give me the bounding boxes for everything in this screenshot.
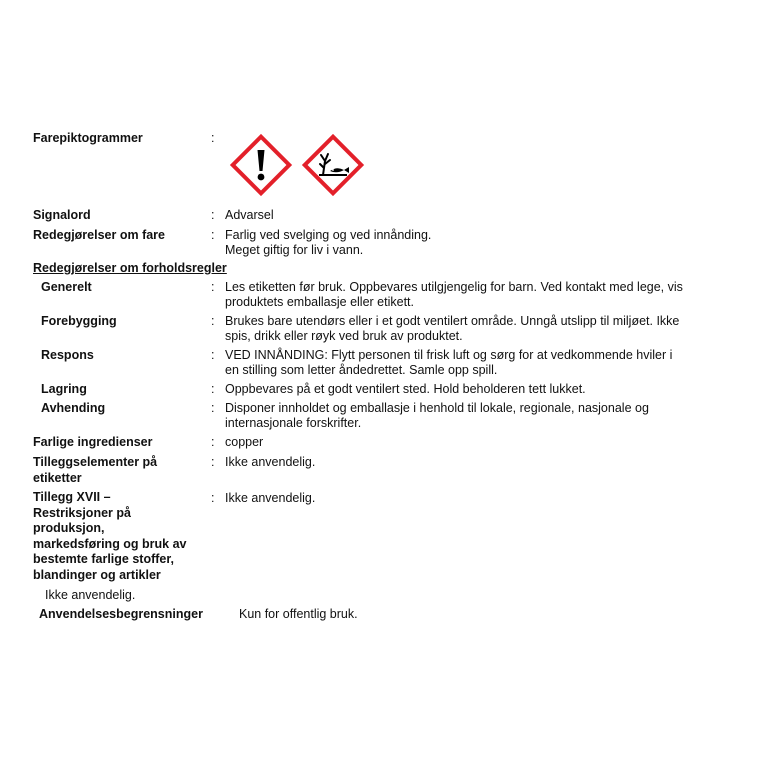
response-label: Respons [41,348,94,362]
storage-text [225,382,725,397]
environment-pictogram [301,133,365,197]
ingredients-label: Farlige ingredienser [33,435,153,449]
annex17-label [33,490,187,584]
usage-label: Anvendelsesbegrensninger [39,607,203,621]
pictograms-label: Farepiktogrammer [33,131,143,145]
label-line: Tilleggselementer på [33,455,158,469]
hazard-line: Farlig ved svelging og ved innånding. [225,228,432,242]
general-label: Generelt [41,280,92,294]
disposal-label: Avhending [41,401,106,415]
storage-label: Lagring [41,382,87,396]
annex17-value: Ikke anvendelig. [225,491,316,505]
colon: : [211,382,215,396]
text-line: produktets emballasje eller etikett. [225,295,414,309]
hazard-label: Redegjørelser om fare [33,228,165,242]
colon: : [211,280,215,294]
label-line: blandinger og artikler [33,567,161,582]
supplemental-label [33,454,157,486]
label-line: markedsføring og bruk av [33,536,187,551]
precautions-heading: Redegjørelser om forholdsregler [33,261,227,275]
text-line: VED INNÅNDING: Flytt personen til frisk luft og sørg for at vedkommende hviler i [225,348,673,362]
response-text [225,348,725,378]
general-text [225,280,725,310]
prevention-text [225,314,725,344]
colon: : [211,435,215,449]
text-line: en stilling som letter åndedrettet. Samle opp spill. [225,363,498,377]
colon: : [211,228,215,242]
colon: : [211,491,215,505]
label-line: Restriksjoner på [33,505,131,520]
colon: : [211,314,215,328]
colon: : [211,455,215,469]
text-line: internasjonale forskrifter. [225,416,362,430]
usage-value: Kun for offentlig bruk. [239,607,358,621]
supplemental-value: Ikke anvendelig. [225,455,316,469]
signal-value: Advarsel [225,208,274,222]
colon: : [211,131,215,145]
label-line: bestemte farlige stoffer, [33,552,175,567]
hazard-line: Meget giftig for liv i vann. [225,243,364,257]
exclamation-mark-pictogram [229,133,293,197]
text-line: Les etiketten før bruk. Oppbevares utilgjengelig for barn. Ved kontakt med lege, vis [225,280,683,294]
label-line: Tillegg XVII – [33,490,111,504]
text-line: Brukes bare utendørs eller i et godt ventilert område. Unngå utslipp til miljøet. Ikke [225,314,680,328]
annex17-note: Ikke anvendelig. [45,588,136,602]
signal-label: Signalord [33,208,91,222]
text-line: Disponer innholdet og emballasje i henhold til lokale, regionale, nasjonale og [225,401,649,415]
disposal-text [225,401,725,431]
prevention-label: Forebygging [41,314,117,328]
text-line: Oppbevares på et godt ventilert sted. Hold beholderen tett lukket. [225,382,586,396]
ingredients-value: copper [225,435,264,449]
label-line: etiketter [33,471,82,485]
label-line: produksjon, [33,521,105,536]
colon: : [211,348,215,362]
text-line: spis, drikk eller røyk ved bruk av produktet. [225,329,463,343]
colon: : [211,401,215,415]
hazard-statements [225,228,725,258]
colon: : [211,208,215,222]
